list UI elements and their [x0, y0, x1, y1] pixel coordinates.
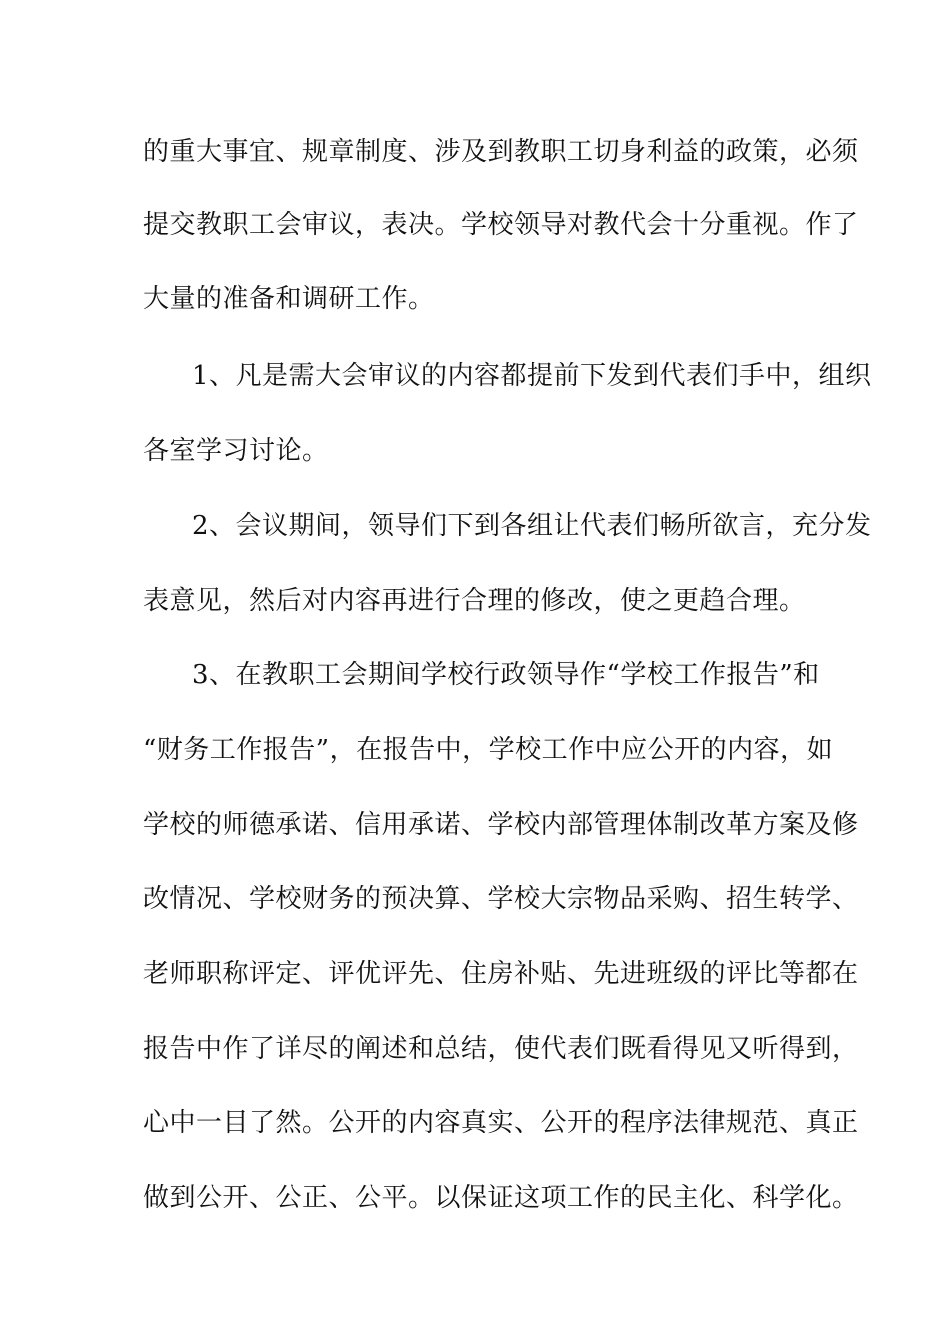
list-item-3-line: 做到公开、公正、公平。以保证这项工作的民主化、科学化。 [143, 1183, 859, 1213]
list-item-1-line: 1、凡是需大会审议的内容都提前下发到代表们手中，组织 [192, 361, 872, 391]
list-item-3-line: 3、在教职工会期间学校行政领导作“学校工作报告”和 [192, 660, 820, 690]
paragraph-line: 大量的准备和调研工作。 [143, 284, 435, 314]
list-item-3-line: 老师职称评定、评优评先、住房补贴、先进班级的评比等都在 [143, 959, 859, 989]
list-item-3-line: 心中一目了然。公开的内容真实、公开的程序法律规范、真正 [143, 1108, 859, 1138]
list-item-3-line: “财务工作报告”，在报告中，学校工作中应公开的内容，如 [143, 735, 834, 765]
list-item-2-line: 2、会议期间，领导们下到各组让代表们畅所欲言，充分发 [192, 511, 872, 541]
paragraph-line: 的重大事宜、规章制度、涉及到教职工切身利益的政策，必须 [143, 137, 859, 167]
list-item-1-line: 各室学习讨论。 [143, 436, 329, 466]
list-item-3-line: 学校的师德承诺、信用承诺、学校内部管理体制改革方案及修 [143, 810, 859, 840]
paragraph-line: 提交教职工会审议，表决。学校领导对教代会十分重视。作了 [143, 210, 859, 240]
list-item-3-line: 报告中作了详尽的阐述和总结，使代表们既看得见又听得到， [143, 1034, 859, 1064]
list-item-2-line: 表意见，然后对内容再进行合理的修改，使之更趋合理。 [143, 586, 806, 616]
list-item-3-line: 改情况、学校财务的预决算、学校大宗物品采购、招生转学、 [143, 884, 859, 914]
